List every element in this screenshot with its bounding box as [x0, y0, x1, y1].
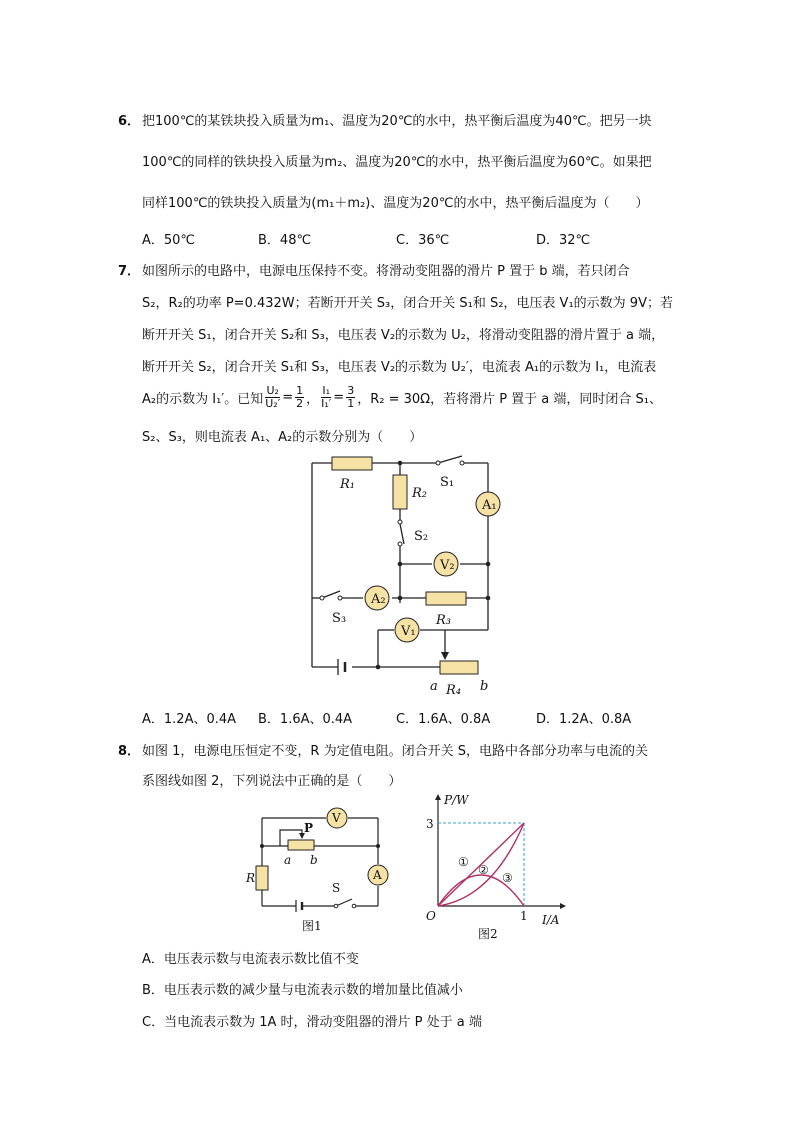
fig2-x-label: I/A [542, 913, 560, 927]
resistor-r3 [426, 592, 466, 605]
fig2-origin: O [426, 909, 436, 923]
resistor-r2 [393, 475, 407, 509]
fig1-label-v: V [332, 811, 341, 825]
q6-number: 6． [118, 114, 141, 129]
q7-line-5-end: ，R₂ = 30Ω，若将滑片 P 置于 a 端，同时闭合 S₁、 [357, 391, 662, 407]
equals-2: = [333, 389, 345, 405]
q7-line-1: 如图所示的电路中，电源电压保持不变。将滑动变阻器的滑片 P 置于 b 端，若只闭合 [142, 264, 630, 279]
label-a1: A₁ [482, 498, 497, 513]
fig1-label-p: P [304, 821, 314, 835]
q6-option-c: C．36℃ [396, 233, 450, 248]
q6-line-3: 同样100℃的铁块投入质量为(m₁＋m₂)、温度为20℃的水中，热平衡后温度为（ ） [142, 196, 649, 211]
equals-1: = [282, 389, 294, 405]
fig1-rheostat [288, 840, 314, 850]
q8-figure-1-circuit [246, 806, 390, 936]
frac2-numerator: 1 [296, 383, 304, 397]
q8-line-1: 如图 1，电源电压恒定不变，R 为定值电阻。闭合开关 S，电路中各部分功率与电流的关 [142, 744, 648, 759]
fig1-label-a: A [373, 868, 382, 882]
fig2-curve-1-label: ① [458, 855, 469, 869]
q6-option-a: A．50℃ [142, 233, 196, 248]
label-r1: R₁ [340, 477, 355, 492]
fig2-curve-3-label: ③ [502, 871, 513, 885]
resistor-r1 [332, 457, 372, 470]
fraction-u2-ratio [265, 385, 280, 410]
label-r3: R₃ [436, 613, 451, 628]
frac3-denominator: I₁′ [321, 396, 332, 410]
label-v2: V₂ [440, 558, 455, 573]
q6-option-d: D．32℃ [536, 233, 591, 248]
q7-line-4: 断开开关 S₂，闭合开关 S₁和 S₃，电压表 V₂的示数为 U₂′，电流表 A₁的示数为 I₁，电流表 [142, 360, 657, 375]
fig1-label-a-end: a [284, 853, 292, 867]
rheostat-r4 [440, 661, 478, 674]
label-v1: V₁ [401, 624, 416, 639]
q6-line-2: 100℃的同样的铁块投入质量为m₂、温度为20℃的水中，热平衡后温度为60℃。如果把 [142, 155, 652, 170]
frac4-numerator: 3 [347, 383, 355, 397]
q7-line-5 [142, 380, 662, 414]
q7-option-a: A．1.2A、0.4A [142, 712, 237, 727]
q8-option-c: C．当电流表示数为 1A 时，滑动变阻器的滑片 P 处于 a 端 [142, 1015, 482, 1030]
label-end-a: a [430, 679, 438, 694]
switch-s3 [322, 591, 340, 598]
frac1-denominator: U₂′ [265, 396, 281, 410]
q7-option-c: C．1.6A、0.8A [396, 712, 491, 727]
q6-line-1: 把100℃的某铁块投入质量为m₁、温度为20℃的水中，热平衡后温度为40℃。把另一块 [142, 114, 652, 129]
q7-line-6: S₂、S₃，则电流表 A₁、A₂的示数分别为（ ） [142, 430, 423, 445]
fig2-y-mark: 3 [426, 817, 434, 831]
q7-line-3: 断开开关 S₁，闭合开关 S₂和 S₃，电压表 V₂的示数为 U₂，将滑动变阻器的滑片置于 a 端， [142, 328, 665, 343]
fig2-x-mark: 1 [520, 909, 528, 923]
fraction-one-half [295, 385, 304, 410]
q8-option-a: A．电压表示数与电流表示数比值不变 [142, 952, 359, 967]
fig1-label-r: R [246, 871, 256, 885]
label-r2: R₂ [412, 486, 427, 501]
fraction-i1-ratio [321, 385, 331, 410]
q6-option-b: B．48℃ [258, 233, 312, 248]
fig2-caption: 图2 [478, 927, 498, 941]
q7-circuit-diagram [300, 448, 520, 700]
label-s3: S₃ [332, 611, 347, 626]
q7-number: 7． [118, 264, 141, 279]
frac1-numerator: U₂ [266, 383, 279, 397]
q7-option-b: B．1.6A、0.4A [258, 712, 353, 727]
q7-option-d: D．1.2A、0.8A [536, 712, 632, 727]
frac2-denominator: 2 [296, 396, 304, 410]
fig1-caption: 图1 [302, 919, 322, 933]
label-s1: S₁ [440, 475, 455, 490]
fraction-three [346, 385, 355, 410]
fig1-label-s: S [332, 881, 341, 895]
separator: ， [306, 391, 320, 407]
label-s2: S₂ [414, 529, 429, 544]
frac3-numerator: I₁ [322, 383, 331, 397]
q8-number: 8． [118, 744, 141, 759]
label-a2: A₂ [371, 592, 386, 607]
frac4-denominator: 1 [347, 396, 355, 410]
q7-line-2: S₂，R₂的功率 P=0.432W；若断开开关 S₃，闭合开关 S₁和 S₂，电压表 V₁的示数为 9V；若 [142, 296, 673, 311]
label-end-b: b [480, 679, 489, 694]
q7-line-5-start: A₂的示数为 I₁′。已知 [142, 391, 264, 407]
q8-figure-2-graph [412, 792, 572, 942]
fig2-y-label: P/W [444, 793, 469, 807]
q8-line-2: 系图线如图 2，下列说法中正确的是（ ） [142, 774, 402, 789]
fig1-resistor-r [256, 866, 268, 890]
fig1-label-b-end: b [310, 853, 318, 867]
label-r4: R₄ [446, 683, 461, 698]
fig2-curve-2-label: ② [478, 863, 489, 877]
q8-option-b: B．电压表示数的减少量与电流表示数的增加量比值减小 [142, 983, 463, 998]
